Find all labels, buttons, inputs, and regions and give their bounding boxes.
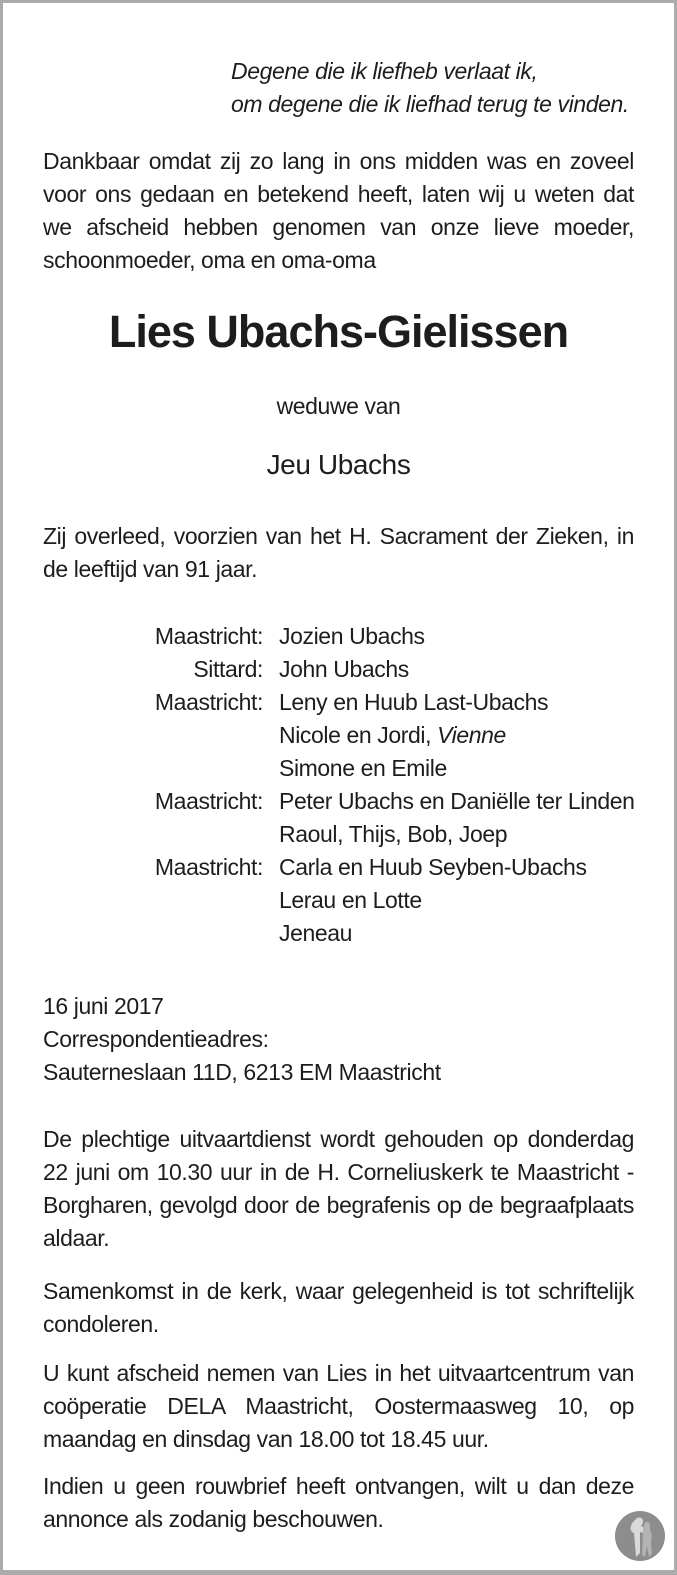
farewell-visitation-paragraph: U kunt afscheid nemen van Lies in het uitvaartcentrum van coöperatie DELA Maastricht, Oostermaasweg 10, op maandag en dinsdag van 18.00 tot 18.45 uur.: [43, 1360, 634, 1452]
family-city: [43, 917, 263, 950]
family-city: Maastricht:: [154, 689, 263, 715]
family-names: [279, 851, 587, 884]
intro-paragraph: Dankbaar omdat zij zo lang in ons midden was en zoveel voor ons gedaan en betekend heeft, laten wij u weten dat we afscheid hebben genomen van onze lieve moeder, schoonmoeder, oma en oma-oma: [43, 148, 634, 273]
family-city: [43, 752, 263, 785]
announcement-notice-paragraph: Indien u geen rouwbrief heeft ontvangen, wilt u dan deze annonce als zodanig beschouwen.: [43, 1473, 634, 1532]
correspondence-address: Sauterneslaan 11D, 6213 EM Maastricht: [43, 1059, 441, 1085]
family-city: Maastricht:: [154, 623, 263, 649]
family-row: [43, 653, 634, 686]
embracing-figures-icon: [615, 1511, 665, 1561]
family-names: [279, 752, 447, 785]
family-city: Maastricht:: [154, 788, 263, 814]
family-list: [43, 620, 634, 950]
family-row: [43, 752, 634, 785]
family-names-text: Jozien Ubachs: [279, 623, 425, 649]
family-row: [43, 686, 634, 719]
funeral-service-paragraph: De plechtige uitvaartdienst wordt gehouden op donderdag 22 juni om 10.30 uur in de H. Corneliuskerk te Maastricht - Borgharen, gevolgd door de begrafenis op de begraafplaats aldaar.: [43, 1126, 634, 1251]
family-names: [279, 653, 409, 686]
family-names: [279, 686, 548, 719]
family-names: [279, 620, 425, 653]
family-names-text: Leny en Huub Last-Ubachs: [279, 689, 549, 715]
memorial-quote-line2: om degene die ik liefhad terug te vinden.: [231, 91, 629, 117]
family-names-text: Carla en Huub Seyben-Ubachs: [279, 854, 587, 880]
family-city: Maastricht:: [154, 854, 263, 880]
family-names-text: Raoul, Thijs, Bob, Joep: [279, 821, 508, 847]
date-correspondence-block: [43, 990, 634, 1089]
family-names-text: Jeneau: [279, 920, 353, 946]
family-names-text: John Ubachs: [279, 656, 409, 682]
family-names: [279, 785, 635, 818]
family-names-text: Simone en Emile: [279, 755, 447, 781]
passing-paragraph: Zij overleed, voorzien van het H. Sacrament der Zieken, in de leeftijd van 91 jaar.: [43, 523, 634, 582]
family-city: [43, 884, 263, 917]
family-row: [43, 719, 634, 752]
widow-of-label: weduwe van: [276, 393, 401, 419]
family-row: [43, 620, 634, 653]
family-row: [43, 818, 634, 851]
memorial-quote: [43, 55, 634, 121]
family-names-text: Peter Ubachs en Daniëlle ter Linden: [279, 788, 635, 814]
family-city: [43, 719, 263, 752]
family-names-text: Nicole en Jordi,: [279, 722, 438, 748]
spouse-name: Jeu Ubachs: [266, 449, 411, 480]
correspondence-label: Correspondentieadres:: [43, 1026, 269, 1052]
family-names: [279, 818, 507, 851]
family-city: [43, 818, 263, 851]
memorial-logo: [615, 1511, 665, 1561]
family-row: [43, 917, 634, 950]
date-line: 16 juni 2017: [43, 993, 164, 1019]
gathering-paragraph: Samenkomst in de kerk, waar gelegenheid is tot schriftelijk condoleren.: [43, 1278, 634, 1337]
family-row: [43, 884, 634, 917]
family-names: [279, 884, 422, 917]
family-names: [279, 719, 506, 752]
family-names-text: Lerau en Lotte: [279, 887, 422, 913]
family-row: [43, 851, 634, 884]
deceased-name: Lies Ubachs-Gielissen: [108, 306, 569, 357]
family-row: [43, 785, 634, 818]
family-names: [279, 917, 352, 950]
memorial-quote-line1: Degene die ik liefheb verlaat ik,: [231, 58, 538, 84]
family-city: Sittard:: [193, 656, 263, 682]
family-names-italic: Vienne: [437, 722, 506, 748]
